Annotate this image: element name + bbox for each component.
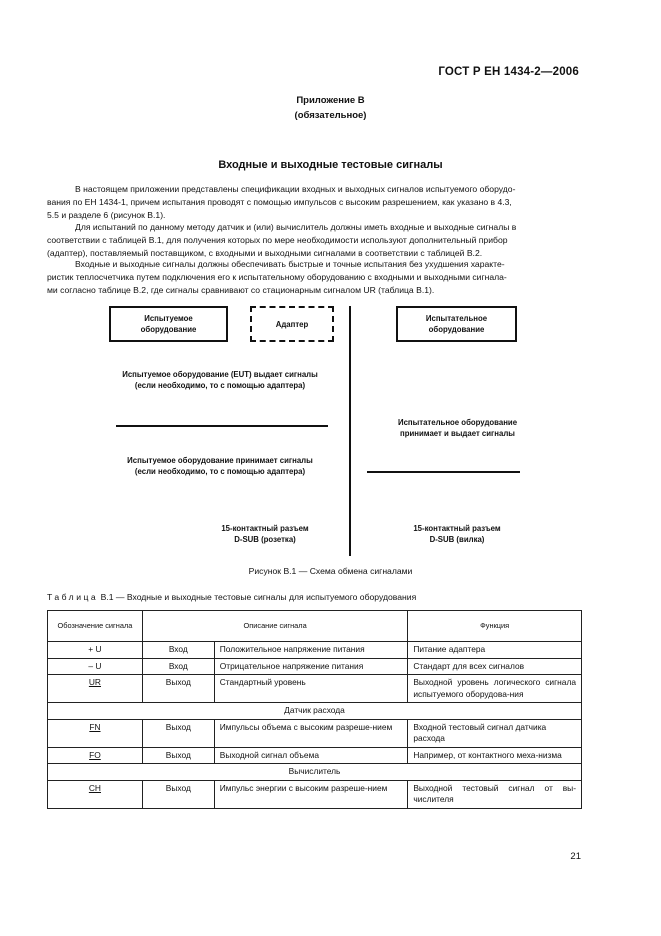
eut-inputs-line-1: Испытуемое оборудование принимает сигналы xyxy=(127,456,313,465)
connector-left-line-1: 15-контактный разъем xyxy=(221,524,309,533)
signal-description: Положительное напряжение питания xyxy=(214,642,408,659)
paragraph-line: В настоящем приложении представлены спецификации входных и выходных сигналов испытуемого оборудо- xyxy=(75,184,516,194)
page-number: 21 xyxy=(570,851,581,862)
paragraph-line: Входные и выходные сигналы должны обеспечивать быстрые и точные испытания без ухудшения характе- xyxy=(75,259,505,269)
appendix-status: (обязательное) xyxy=(294,110,367,121)
table-row xyxy=(48,719,582,747)
paragraph-line: (адаптер), поставляемый поставщиком, с входными и выходными сигналами в соответствии с таблицей В.2. xyxy=(47,248,483,258)
standard-designation: ГОСТ Р ЕН 1434-2—2006 xyxy=(438,66,579,78)
box-adapter: Адаптер xyxy=(250,306,334,342)
signal-function: Выходной тестовый сигнал от вы-числителя xyxy=(408,780,582,808)
paragraph-line: ми согласно таблице В.2, где сигналы сравнивают со стационарным сигналом UR (таблица В.1). xyxy=(47,285,435,295)
signal-code-text: FN xyxy=(89,721,101,732)
signal-function: Например, от контактного меха-низма xyxy=(408,747,582,764)
paragraph-3 xyxy=(47,258,580,297)
signal-description: Импульсы объема с высоким разреше-нием xyxy=(214,719,408,747)
signal-code: – U xyxy=(48,658,143,675)
test-equipment-line-1: Испытательное оборудование xyxy=(397,418,518,427)
signal-code-text: FO xyxy=(89,749,101,760)
signal-code xyxy=(48,747,143,764)
signal-description: Выходной сигнал объема xyxy=(214,747,408,764)
table-row xyxy=(48,747,582,764)
signal-function: Входной тестовый сигнал датчика расхода xyxy=(408,719,582,747)
table-caption-text: В.1 — Входные и выходные тестовые сигналы для испытуемого оборудования xyxy=(100,592,417,602)
signal-direction: Выход xyxy=(142,675,214,703)
header-function: Функция xyxy=(408,611,582,642)
connector-right-line-2: D-SUB (вилка) xyxy=(429,535,485,544)
table-row xyxy=(48,675,582,703)
table-row xyxy=(48,642,582,659)
eut-outputs-text xyxy=(90,369,350,391)
signal-direction: Выход xyxy=(142,780,214,808)
signal-description: Стандартный уровень xyxy=(214,675,408,703)
signal-direction: Выход xyxy=(142,719,214,747)
signal-description: Импульс энергии с высоким разреше-нием xyxy=(214,780,408,808)
figure-caption: Рисунок В.1 — Схема обмена сигналами xyxy=(248,566,413,576)
table-caption-label: Таблица xyxy=(47,592,99,602)
eut-inputs-line-2: (если необходимо, то с помощью адаптера) xyxy=(134,467,306,476)
table-header-row xyxy=(48,611,582,642)
paragraph-line: ристик теплосчетчика путем подключения его к испытательному оборудованию с входными и выходными сигнала- xyxy=(47,272,507,282)
appendix-title: Приложение В xyxy=(296,95,365,106)
connector-left-line-2: D-SUB (розетка) xyxy=(234,535,296,544)
signal-direction: Вход xyxy=(142,658,214,675)
signal-code: + U xyxy=(48,642,143,659)
divider-right xyxy=(367,471,520,473)
paragraph-2 xyxy=(47,221,580,260)
box-equipment-under-test: Испытуемое оборудование xyxy=(109,306,228,342)
table-row xyxy=(48,780,582,808)
paragraph-line: вания по ЕН 1434-1, причем испытания проводят с помощью импульсов с высоким разрешением, как указано в 4.3, xyxy=(47,197,512,207)
eut-outputs-line-1: Испытуемое оборудование (EUT) выдает сигналы xyxy=(122,370,318,379)
connector-left xyxy=(200,523,330,545)
table-section-row xyxy=(48,764,582,781)
signals-table xyxy=(47,610,582,809)
signal-code-text: CH xyxy=(88,782,101,793)
section-title: Входные и выходные тестовые сигналы xyxy=(218,159,443,171)
header-description: Описание сигнала xyxy=(142,611,407,642)
connector-right xyxy=(392,523,522,545)
table-row xyxy=(48,658,582,675)
table-caption xyxy=(47,592,416,602)
divider-vertical xyxy=(349,306,351,556)
signal-description: Отрицательное напряжение питания xyxy=(214,658,408,675)
test-equipment-text xyxy=(355,417,560,439)
signal-direction: Вход xyxy=(142,642,214,659)
paragraph-line: соответствии с таблицей В.1, для получения которых по мере необходимости используют дополнительный прибор xyxy=(47,235,508,245)
eut-inputs-text xyxy=(90,455,350,477)
box-test-equipment: Испытательное оборудование xyxy=(396,306,517,342)
signal-function: Выходной уровень логического сигнала испытуемого оборудова-ния xyxy=(408,675,582,703)
section-flow-sensor: Датчик расхода xyxy=(48,703,582,720)
paragraph-line: 5.5 и разделе 6 (рисунок В.1). xyxy=(47,210,166,220)
signal-code xyxy=(48,719,143,747)
test-equipment-line-2: принимает и выдает сигналы xyxy=(400,429,515,438)
paragraph-line: Для испытаний по данному методу датчик и (или) вычислитель должны иметь входные и выходные сигналы в xyxy=(75,222,517,232)
section-calculator: Вычислитель xyxy=(48,764,582,781)
divider-left xyxy=(116,425,328,427)
signal-code xyxy=(48,675,143,703)
signal-function: Стандарт для всех сигналов xyxy=(408,658,582,675)
table-section-row xyxy=(48,703,582,720)
paragraph-1 xyxy=(47,183,580,222)
header-designation: Обозначение сигнала xyxy=(48,611,143,642)
signal-function: Питание адаптера xyxy=(408,642,582,659)
eut-outputs-line-2: (если необходимо, то с помощью адаптера) xyxy=(134,381,306,390)
signal-direction: Выход xyxy=(142,747,214,764)
signal-code xyxy=(48,780,143,808)
connector-right-line-1: 15-контактный разъем xyxy=(413,524,501,533)
signal-code-text: UR xyxy=(88,677,101,687)
